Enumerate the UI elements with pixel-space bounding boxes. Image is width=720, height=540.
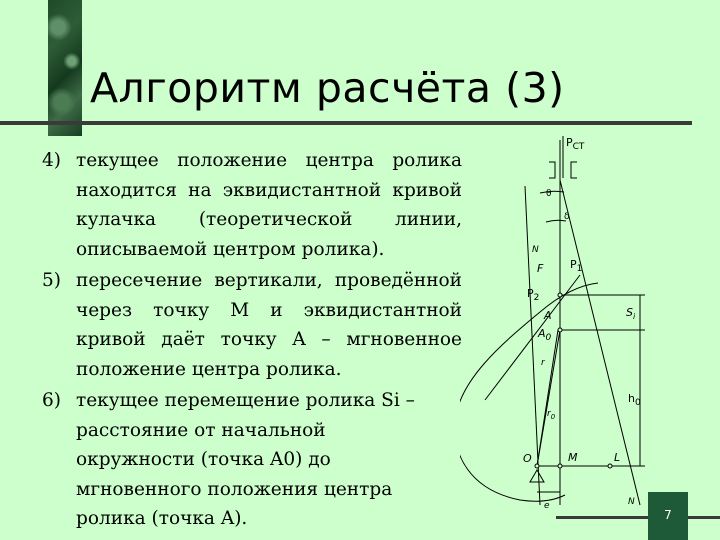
- point-a: [558, 293, 562, 297]
- label-h0: $h_0$: [628, 392, 641, 408]
- label-n-top: N: [532, 245, 539, 255]
- point-l: [608, 464, 612, 468]
- label-r: r: [541, 358, 545, 368]
- support-triangle: [530, 470, 544, 482]
- step-item-4: [42, 146, 462, 264]
- label-r0: $r_0$: [547, 409, 556, 421]
- step-number: 4): [42, 150, 61, 171]
- radius-line: [537, 330, 560, 466]
- point-m: [558, 464, 562, 468]
- step-line: кривой даёт точку A – мгновенное: [76, 329, 462, 350]
- step-line: окружности (точка A0) до: [76, 449, 331, 470]
- step-line: пересечение вертикали, проведённой: [76, 270, 462, 291]
- step-line: описываемой центром ролика).: [76, 238, 385, 260]
- label-e: e: [544, 501, 550, 511]
- step-number: 5): [42, 270, 61, 291]
- cam-mechanism-diagram: [460, 128, 675, 520]
- point-a0: [558, 328, 562, 332]
- label-p1: $P_1$: [570, 258, 583, 274]
- point-o: [535, 464, 539, 468]
- label-l: L: [614, 451, 621, 464]
- step-line: текущее положение центра ролика: [76, 150, 462, 171]
- page-number-box: [648, 492, 688, 540]
- label-delta: δ: [564, 212, 570, 222]
- guide-bracket-right: [571, 162, 577, 178]
- label-n-bottom: N: [628, 497, 635, 507]
- step-line: положение центра ролика.: [76, 358, 342, 380]
- step-line: ролика (точка A).: [76, 508, 248, 529]
- label-f: F: [537, 262, 544, 275]
- label-a0: $A_0$: [538, 327, 552, 343]
- step-line: через точку M и эквидистантной: [76, 299, 462, 321]
- step-number: 6): [42, 390, 61, 411]
- label-p: $P_{CT}$: [566, 136, 585, 152]
- step-line: расстояние от начальной: [76, 419, 326, 441]
- footer-rule: [556, 516, 720, 519]
- label-m: M: [568, 451, 578, 464]
- page-number: 7: [664, 508, 672, 522]
- cam-profile-curve: [460, 283, 598, 501]
- guide-bracket-left: [549, 162, 555, 178]
- step-item-5: [42, 266, 462, 384]
- label-a: A: [544, 309, 552, 322]
- slide-title: Алгоритм расчёта (3): [90, 64, 565, 112]
- step-item-6: [42, 386, 462, 534]
- title-underline-bar: [0, 121, 692, 125]
- step-line: мгновенного положения центра: [76, 478, 393, 500]
- step-line: текущее перемещение ролика Si –: [76, 390, 415, 411]
- delta-arc: [546, 220, 566, 222]
- label-o: O: [523, 452, 532, 465]
- algorithm-steps-list: [42, 146, 462, 534]
- marble-texture-decoration: [48, 0, 82, 136]
- label-p2: $P_2$: [527, 287, 540, 303]
- step-line: находится на эквидистантной кривой: [76, 179, 462, 201]
- label-si: $S_i$: [626, 306, 636, 321]
- label-theta: θ: [546, 189, 552, 199]
- step-line: кулачка (теоретической линии,: [76, 209, 462, 230]
